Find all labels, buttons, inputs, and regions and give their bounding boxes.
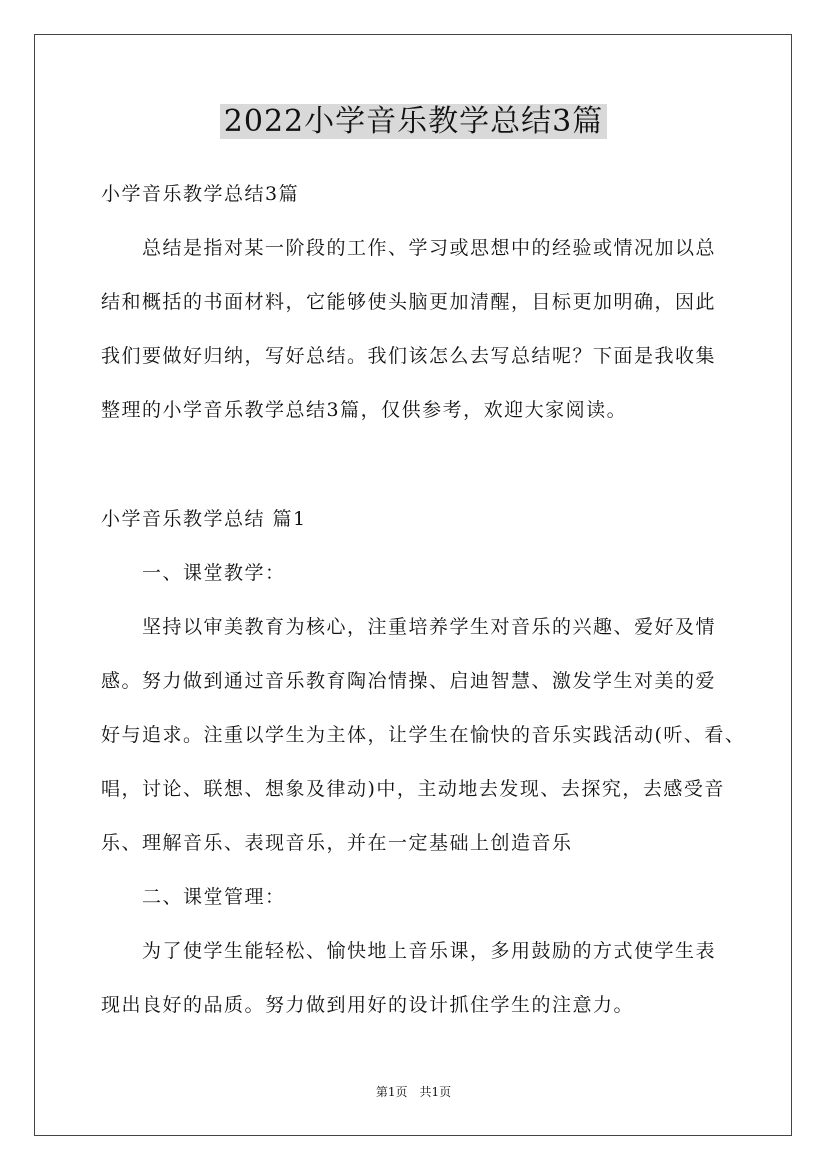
part2-heading: 二、课堂管理： — [142, 886, 286, 908]
part1-line: 坚持以审美教育为核心，注重培养学生对音乐的兴趣、爱好及情 — [142, 616, 717, 638]
intro-line: 结和概括的书面材料，它能够使头脑更加清醒，目标更加明确，因此 — [101, 291, 717, 313]
intro-line: 总结是指对某一阶段的工作、学习或思想中的经验或情况加以总 — [142, 237, 717, 259]
part1-line: 乐、理解音乐、表现音乐，并在一定基础上创造音乐 — [101, 832, 573, 854]
document-title-text: 2022小学音乐教学总结3篇 — [220, 104, 607, 139]
intro-line: 整理的小学音乐教学总结3篇，仅供参考，欢迎大家阅读。 — [101, 399, 628, 421]
part2-line: 为了使学生能轻松、愉快地上音乐课，多用鼓励的方式使学生表 — [142, 940, 717, 962]
intro-line: 我们要做好归纳，写好总结。我们该怎么去写总结呢？下面是我收集 — [101, 345, 717, 367]
document-subtitle: 小学音乐教学总结3篇 — [101, 183, 300, 205]
page-number-footer: 第1页 共1页 — [375, 1085, 452, 1099]
part1-heading: 一、课堂教学： — [142, 562, 286, 584]
part1-line: 感。努力做到通过音乐教育陶冶情操、启迪智慧、激发学生对美的爱 — [101, 670, 717, 692]
part1-line: 唱，讨论、联想、想象及律动)中，主动地去发现、去探究，去感受音 — [101, 778, 725, 800]
section-heading: 小学音乐教学总结 篇1 — [101, 508, 307, 530]
part1-line: 好与追求。注重以学生为主体，让学生在愉快的音乐实践活动(听、看、 — [101, 724, 746, 746]
part2-line: 现出良好的品质。努力做到用好的设计抓住学生的注意力。 — [101, 994, 635, 1016]
document-title — [0, 100, 827, 144]
